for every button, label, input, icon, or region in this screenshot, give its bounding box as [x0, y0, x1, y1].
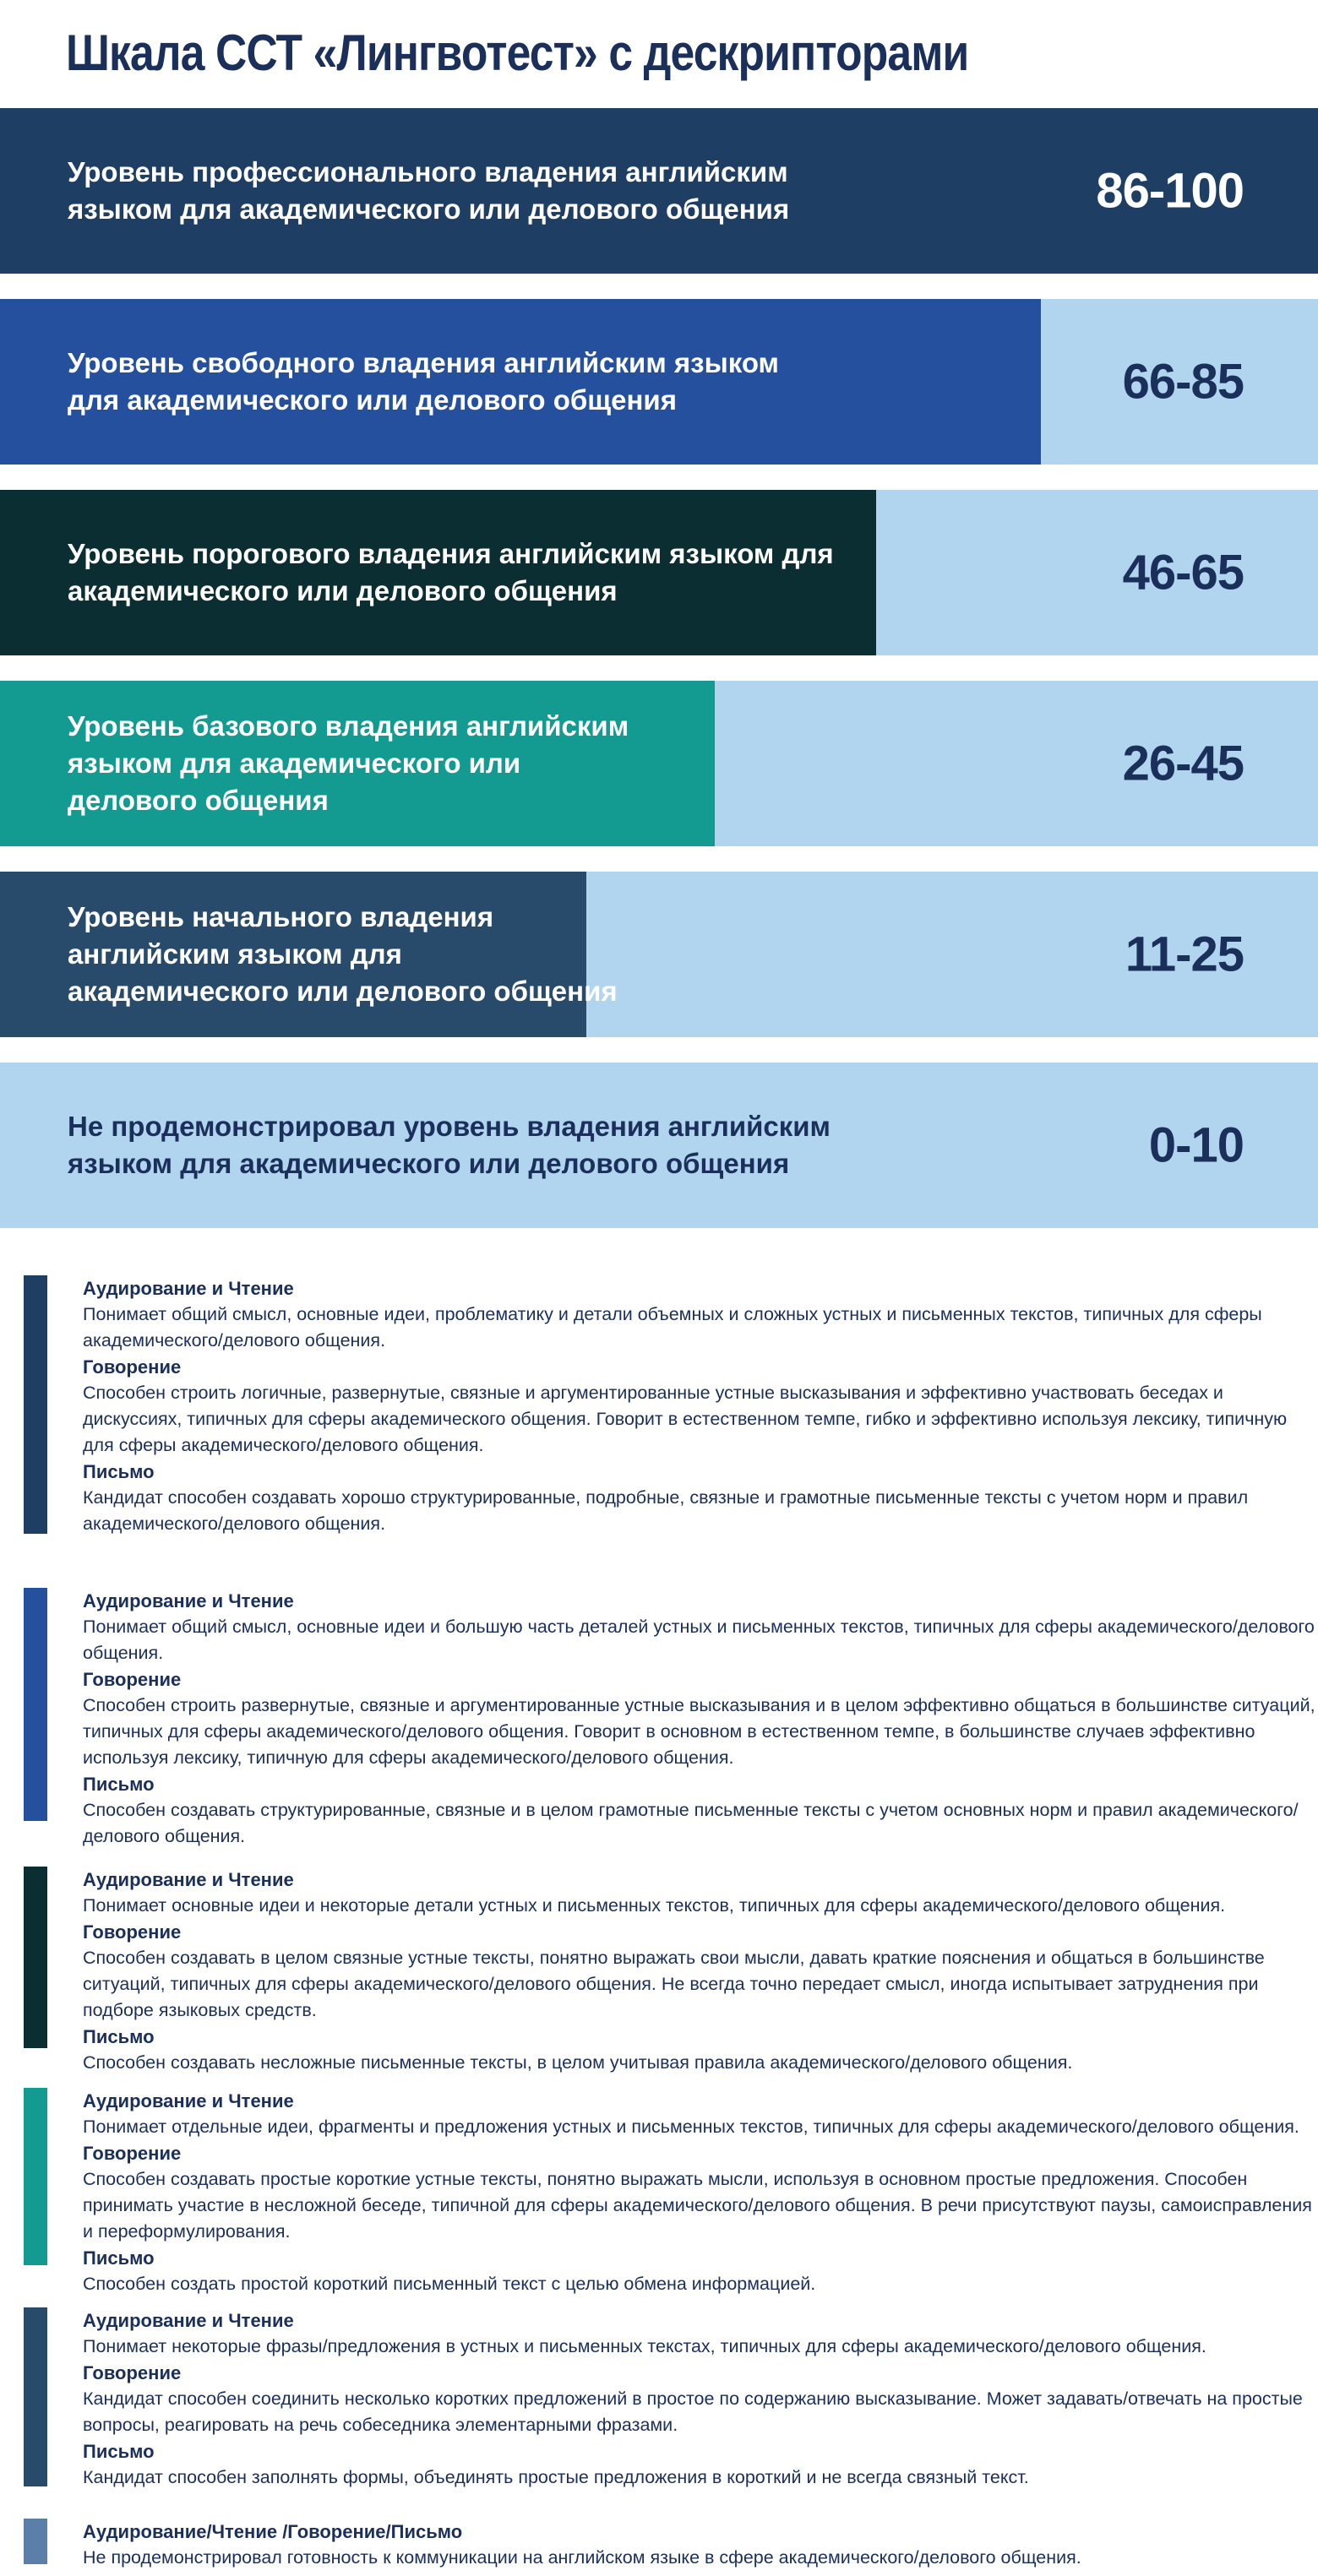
- descriptor-text: Понимает общий смысл, основные идеи и большую часть деталей устных и письменных текстов, типичных для сферы академического/делового общения.: [83, 1617, 1315, 1663]
- page-title: Шкала ССТ «Лингвотест» с дескрипторами: [66, 24, 969, 81]
- level-label: Уровень базового владения английским языком для академического или делового общения: [68, 710, 629, 816]
- descriptor-color-bar: [24, 2519, 47, 2564]
- level-label: Уровень профессионального владения английским языком для академического или делового общения: [68, 156, 790, 225]
- descriptor-heading: Аудирование и Чтение: [83, 2310, 294, 2331]
- descriptor-heading: Письмо: [83, 2441, 155, 2462]
- descriptor-heading: Говорение: [83, 2143, 182, 2164]
- descriptor-content: [83, 1275, 1316, 1537]
- descriptor-content: [83, 2088, 1316, 2297]
- level-bar-professional: [0, 108, 1318, 274]
- level-label: Уровень начального владения английским языком для академического или делового общения: [68, 901, 618, 1007]
- descriptor-content: [83, 2307, 1316, 2491]
- descriptor-text: Способен строить логичные, развернутые, связные и аргументированные устные высказывания и эффективно участвовать беседах и дискуссиях, типичных для сферы академического общения. Говорит в естественном темпе, гибко и эффективно используя лексику, типичную для сферы академического/делового общения.: [83, 1383, 1288, 1455]
- descriptor-text: Понимает общий смысл, основные идеи, проблематику и детали объемных и сложных устных и письменных текстов, типичных для сферы академического/делового общения.: [83, 1304, 1262, 1350]
- descriptor-text: Способен создавать несложные письменные тексты, в целом учитывая правила академического/делового общения.: [83, 2052, 1073, 2073]
- level-bar-threshold: [0, 490, 1318, 655]
- descriptor-heading: Письмо: [83, 2247, 155, 2269]
- level-score: 46-65: [1122, 545, 1244, 601]
- descriptor-color-bar: [24, 1867, 47, 2048]
- descriptor-heading: Говорение: [83, 2362, 182, 2383]
- level-score: 0-10: [1148, 1117, 1244, 1173]
- descriptor-text: Кандидат способен создавать хорошо структурированные, подробные, связные и грамотные письменные тексты с учетом норм и правил академического/делового общения.: [83, 1487, 1249, 1534]
- descriptor-text: Способен создавать простые короткие устные тексты, понятно выражать мысли, используя в основном простые предложения. Способен принимать участие в несложной беседе, типичной для сферы академического/делового общения. В речи присутствуют паузы, самоисправления и переформулирования.: [83, 2169, 1312, 2242]
- descriptor-color-bar: [24, 1275, 47, 1534]
- descriptor-heading: Письмо: [83, 1774, 155, 1795]
- descriptor-content: [83, 1867, 1316, 2076]
- level-bar-initial: [0, 872, 1318, 1037]
- descriptor-heading: Аудирование/Чтение /Говорение/Письмо: [83, 2521, 463, 2542]
- descriptor-text: Кандидат способен соединить несколько коротких предложений в простое по содержанию высказывание. Может задавать/отвечать на простые вопросы, реагировать на речь собеседника элементарными фразами.: [83, 2389, 1303, 2435]
- level-bar-not-demonstrated: [0, 1062, 1318, 1228]
- descriptor-text: Способен строить развернутые, связные и аргументированные устные высказывания и в целом эффективно общаться в большинстве ситуаций, типичных для сферы академического/делового общения. Говорит в основном в естественном темпе, в большинстве случаев эффективно используя лексику, типичную для сферы академического/делового общения.: [83, 1695, 1315, 1768]
- descriptor-heading: Говорение: [83, 1921, 182, 1943]
- level-label: Уровень порогового владения английским языком для академического или делового общения: [68, 538, 834, 606]
- descriptor-color-bar: [24, 2307, 47, 2486]
- descriptor-text: Понимает некоторые фразы/предложения в устных и письменных текстах, типичных для сферы академического/делового общения.: [83, 2336, 1206, 2356]
- descriptor-content: [83, 2519, 1316, 2571]
- descriptor-heading: Аудирование и Чтение: [83, 1869, 294, 1890]
- descriptor-text: Понимает основные идеи и некоторые детали устных и письменных текстов, типичных для сферы академического/делового общения.: [83, 1895, 1226, 1916]
- descriptor-text: Способен создать простой короткий письменный текст с целью обмена информацией.: [83, 2274, 816, 2294]
- descriptor-text: Понимает отдельные идеи, фрагменты и предложения устных и письменных текстов, типичных для сферы академического/делового общения.: [83, 2117, 1299, 2137]
- level-bar-fluent: [0, 299, 1318, 465]
- level-bar-basic: [0, 681, 1318, 846]
- level-score: 86-100: [1096, 163, 1244, 219]
- descriptor-color-bar: [24, 2088, 47, 2265]
- descriptor-heading: Говорение: [83, 1356, 182, 1378]
- level-score: 26-45: [1122, 736, 1244, 791]
- descriptor-content: [83, 1588, 1316, 1850]
- descriptor-text: Не продемонстрировал готовность к коммуникации на английском языке в сфере академического/делового общения.: [83, 2547, 1081, 2568]
- level-label: Уровень свободного владения английским языком для академического или делового общения: [68, 347, 779, 416]
- level-score: 66-85: [1122, 354, 1244, 410]
- descriptor-text: Способен создавать структурированные, связные и в целом грамотные письменные тексты с учетом основных норм и правил академического/делового общения.: [83, 1800, 1299, 1846]
- descriptor-heading: Аудирование и Чтение: [83, 2090, 294, 2111]
- level-label: Не продемонстрировал уровень владения английским языком для академического или делового общения: [68, 1111, 831, 1179]
- descriptor-text: Кандидат способен заполнять формы, объединять простые предложения в короткий и не всегда связный текст.: [83, 2467, 1029, 2487]
- descriptor-heading: Аудирование и Чтение: [83, 1590, 294, 1611]
- descriptor-heading: Письмо: [83, 2026, 155, 2047]
- descriptor-color-bar: [24, 1588, 47, 1821]
- descriptor-text: Способен создавать в целом связные устные тексты, понятно выражать свои мысли, давать краткие пояснения и общаться в большинстве ситуаций, типичных для сферы академического/делового общения. Не всегда точно передает смысл, иногда испытывает затруднения при подборе языковых средств.: [83, 1948, 1265, 2020]
- level-score: 11-25: [1125, 927, 1244, 982]
- descriptor-heading: Письмо: [83, 1461, 155, 1482]
- descriptor-heading: Говорение: [83, 1669, 182, 1690]
- descriptor-heading: Аудирование и Чтение: [83, 1278, 294, 1299]
